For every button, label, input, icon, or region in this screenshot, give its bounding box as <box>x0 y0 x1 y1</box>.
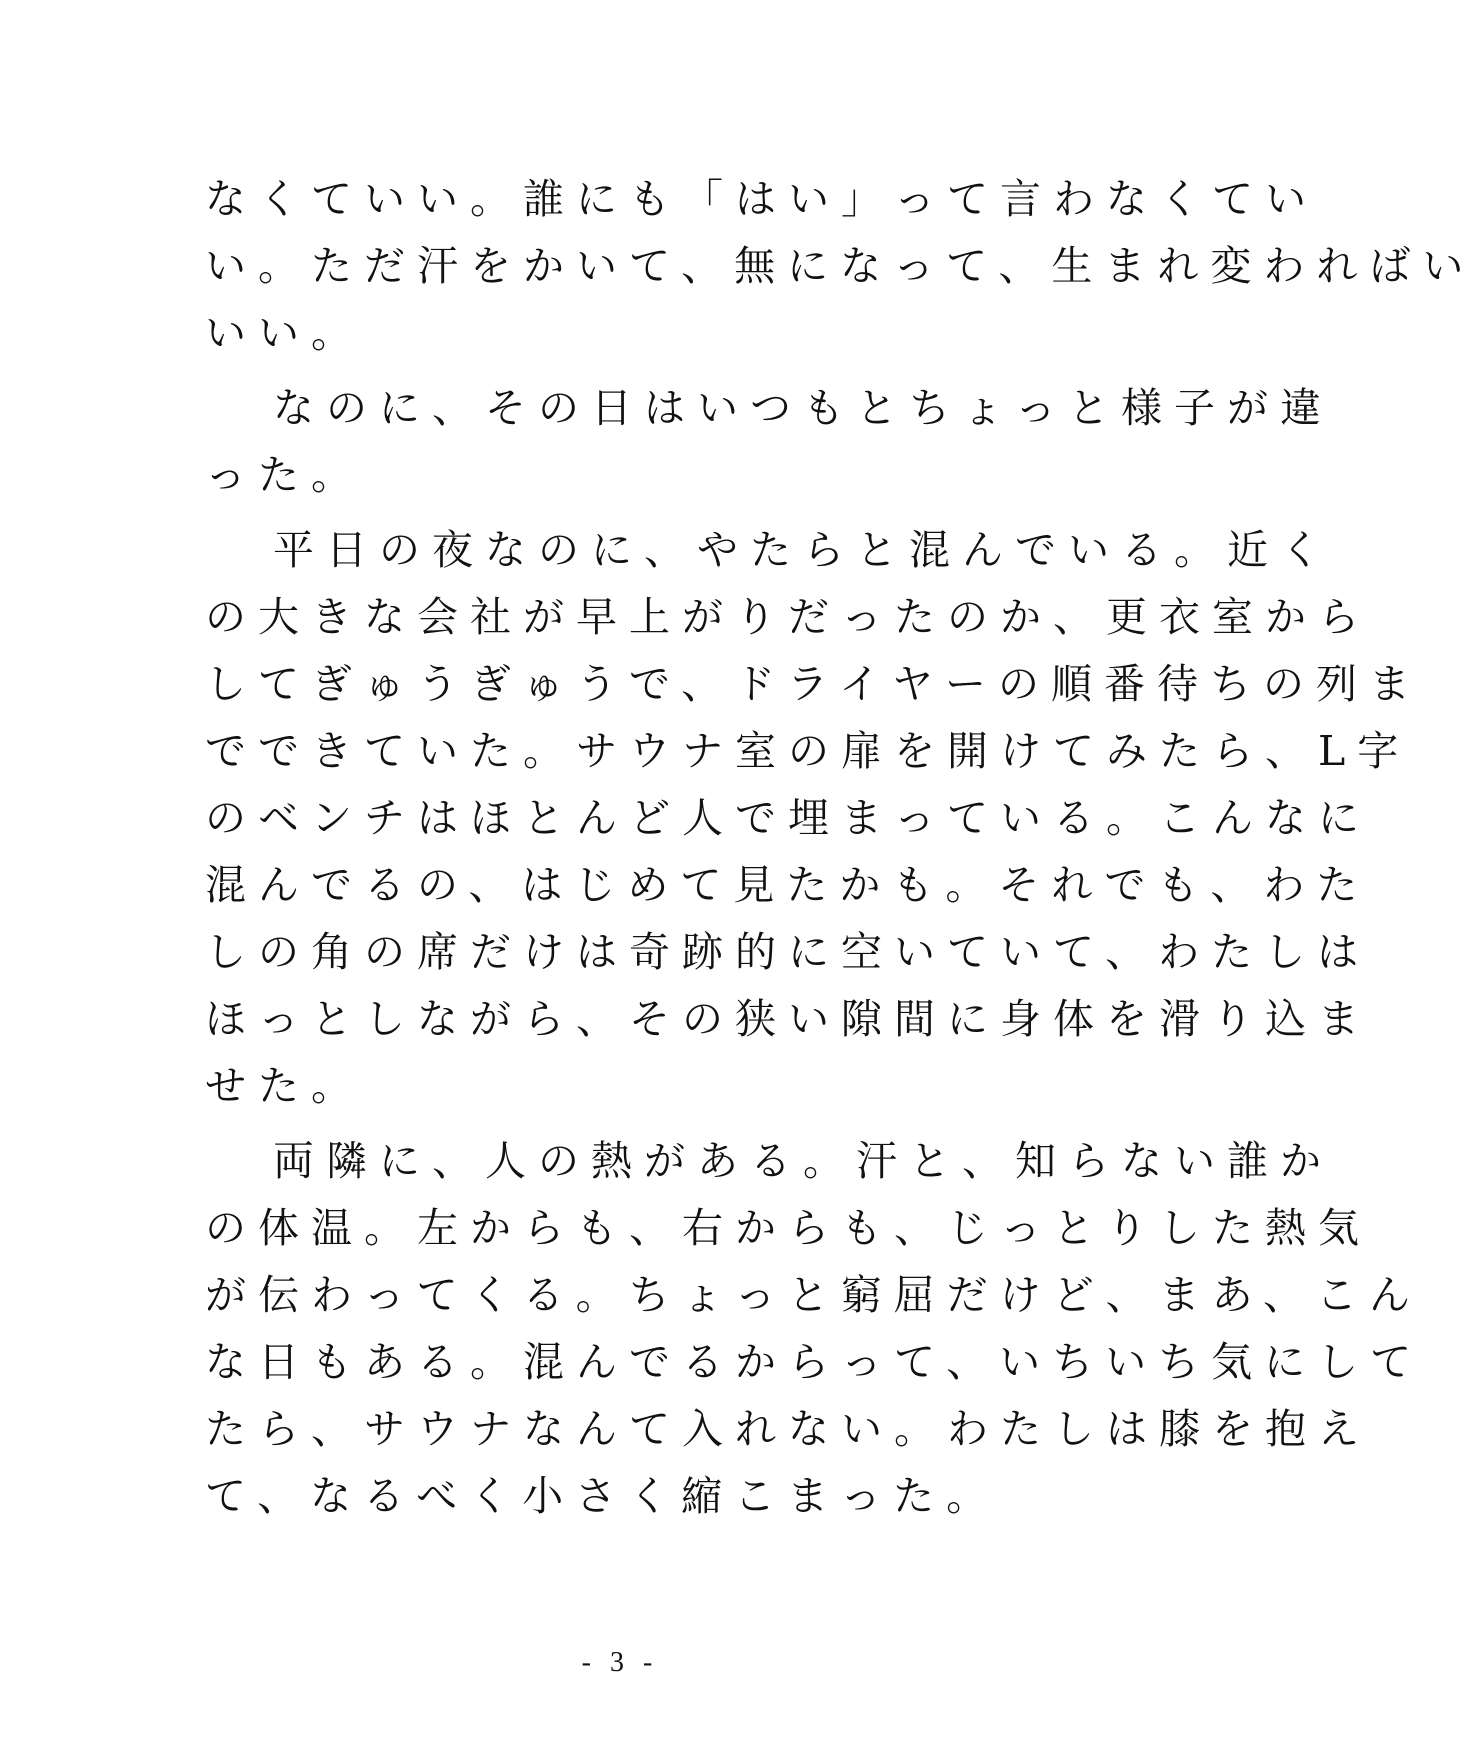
text-line: のベンチはほとんど人で埋まっている。こんなに <box>205 794 1371 842</box>
text-line: な日もある。混んでるからって、いちいち気にして <box>205 1338 1424 1386</box>
text-line: でできていた。サウナ室の扉を開けてみたら、L字 <box>205 727 1411 775</box>
paragraph <box>205 375 1333 509</box>
text-line: なくていい。誰にも「はい」って言わなくてい <box>205 175 1318 223</box>
text-line: 平日の夜なのに、やたらと混んでいる。近く <box>273 526 1333 574</box>
text-line: 両隣に、人の熱がある。汗と、知らない誰か <box>273 1137 1333 1185</box>
text-line: せた。 <box>205 1062 364 1110</box>
text-line: いい。 <box>205 309 364 357</box>
text-line: て、なるべく小さく縮こまった。 <box>205 1472 1000 1520</box>
paragraph <box>205 166 1475 367</box>
text-line: った。 <box>205 451 364 499</box>
text-line: ほっとしながら、その狭い隙間に身体を滑り込ま <box>205 995 1371 1043</box>
body-text <box>205 166 1475 1530</box>
text-line: 混んでるの、はじめて見たかも。それでも、わた <box>205 861 1370 909</box>
text-line: の体温。左からも、右からも、じっとりした熱気 <box>205 1204 1371 1252</box>
text-line: たら、サウナなんて入れない。わたしは膝を抱え <box>205 1405 1371 1453</box>
text-line: の大きな会社が早上がりだったのか、更衣室から <box>205 593 1371 641</box>
page-number: - 3 - <box>581 1647 659 1678</box>
text-line: してぎゅうぎゅうで、ドライヤーの順番待ちの列ま <box>205 660 1422 708</box>
text-line: しの角の席だけは奇跡的に空いていて、わたしは <box>205 928 1371 976</box>
paragraph <box>205 1128 1424 1530</box>
text-line: が伝わってくる。ちょっと窮屈だけど、まあ、こん <box>205 1271 1422 1319</box>
text-line: なのに、その日はいつもとちょっと様子が違 <box>273 384 1333 432</box>
text-line: い。ただ汗をかいて、無になって、生まれ変わればい <box>205 242 1475 290</box>
paragraph <box>205 517 1422 1120</box>
